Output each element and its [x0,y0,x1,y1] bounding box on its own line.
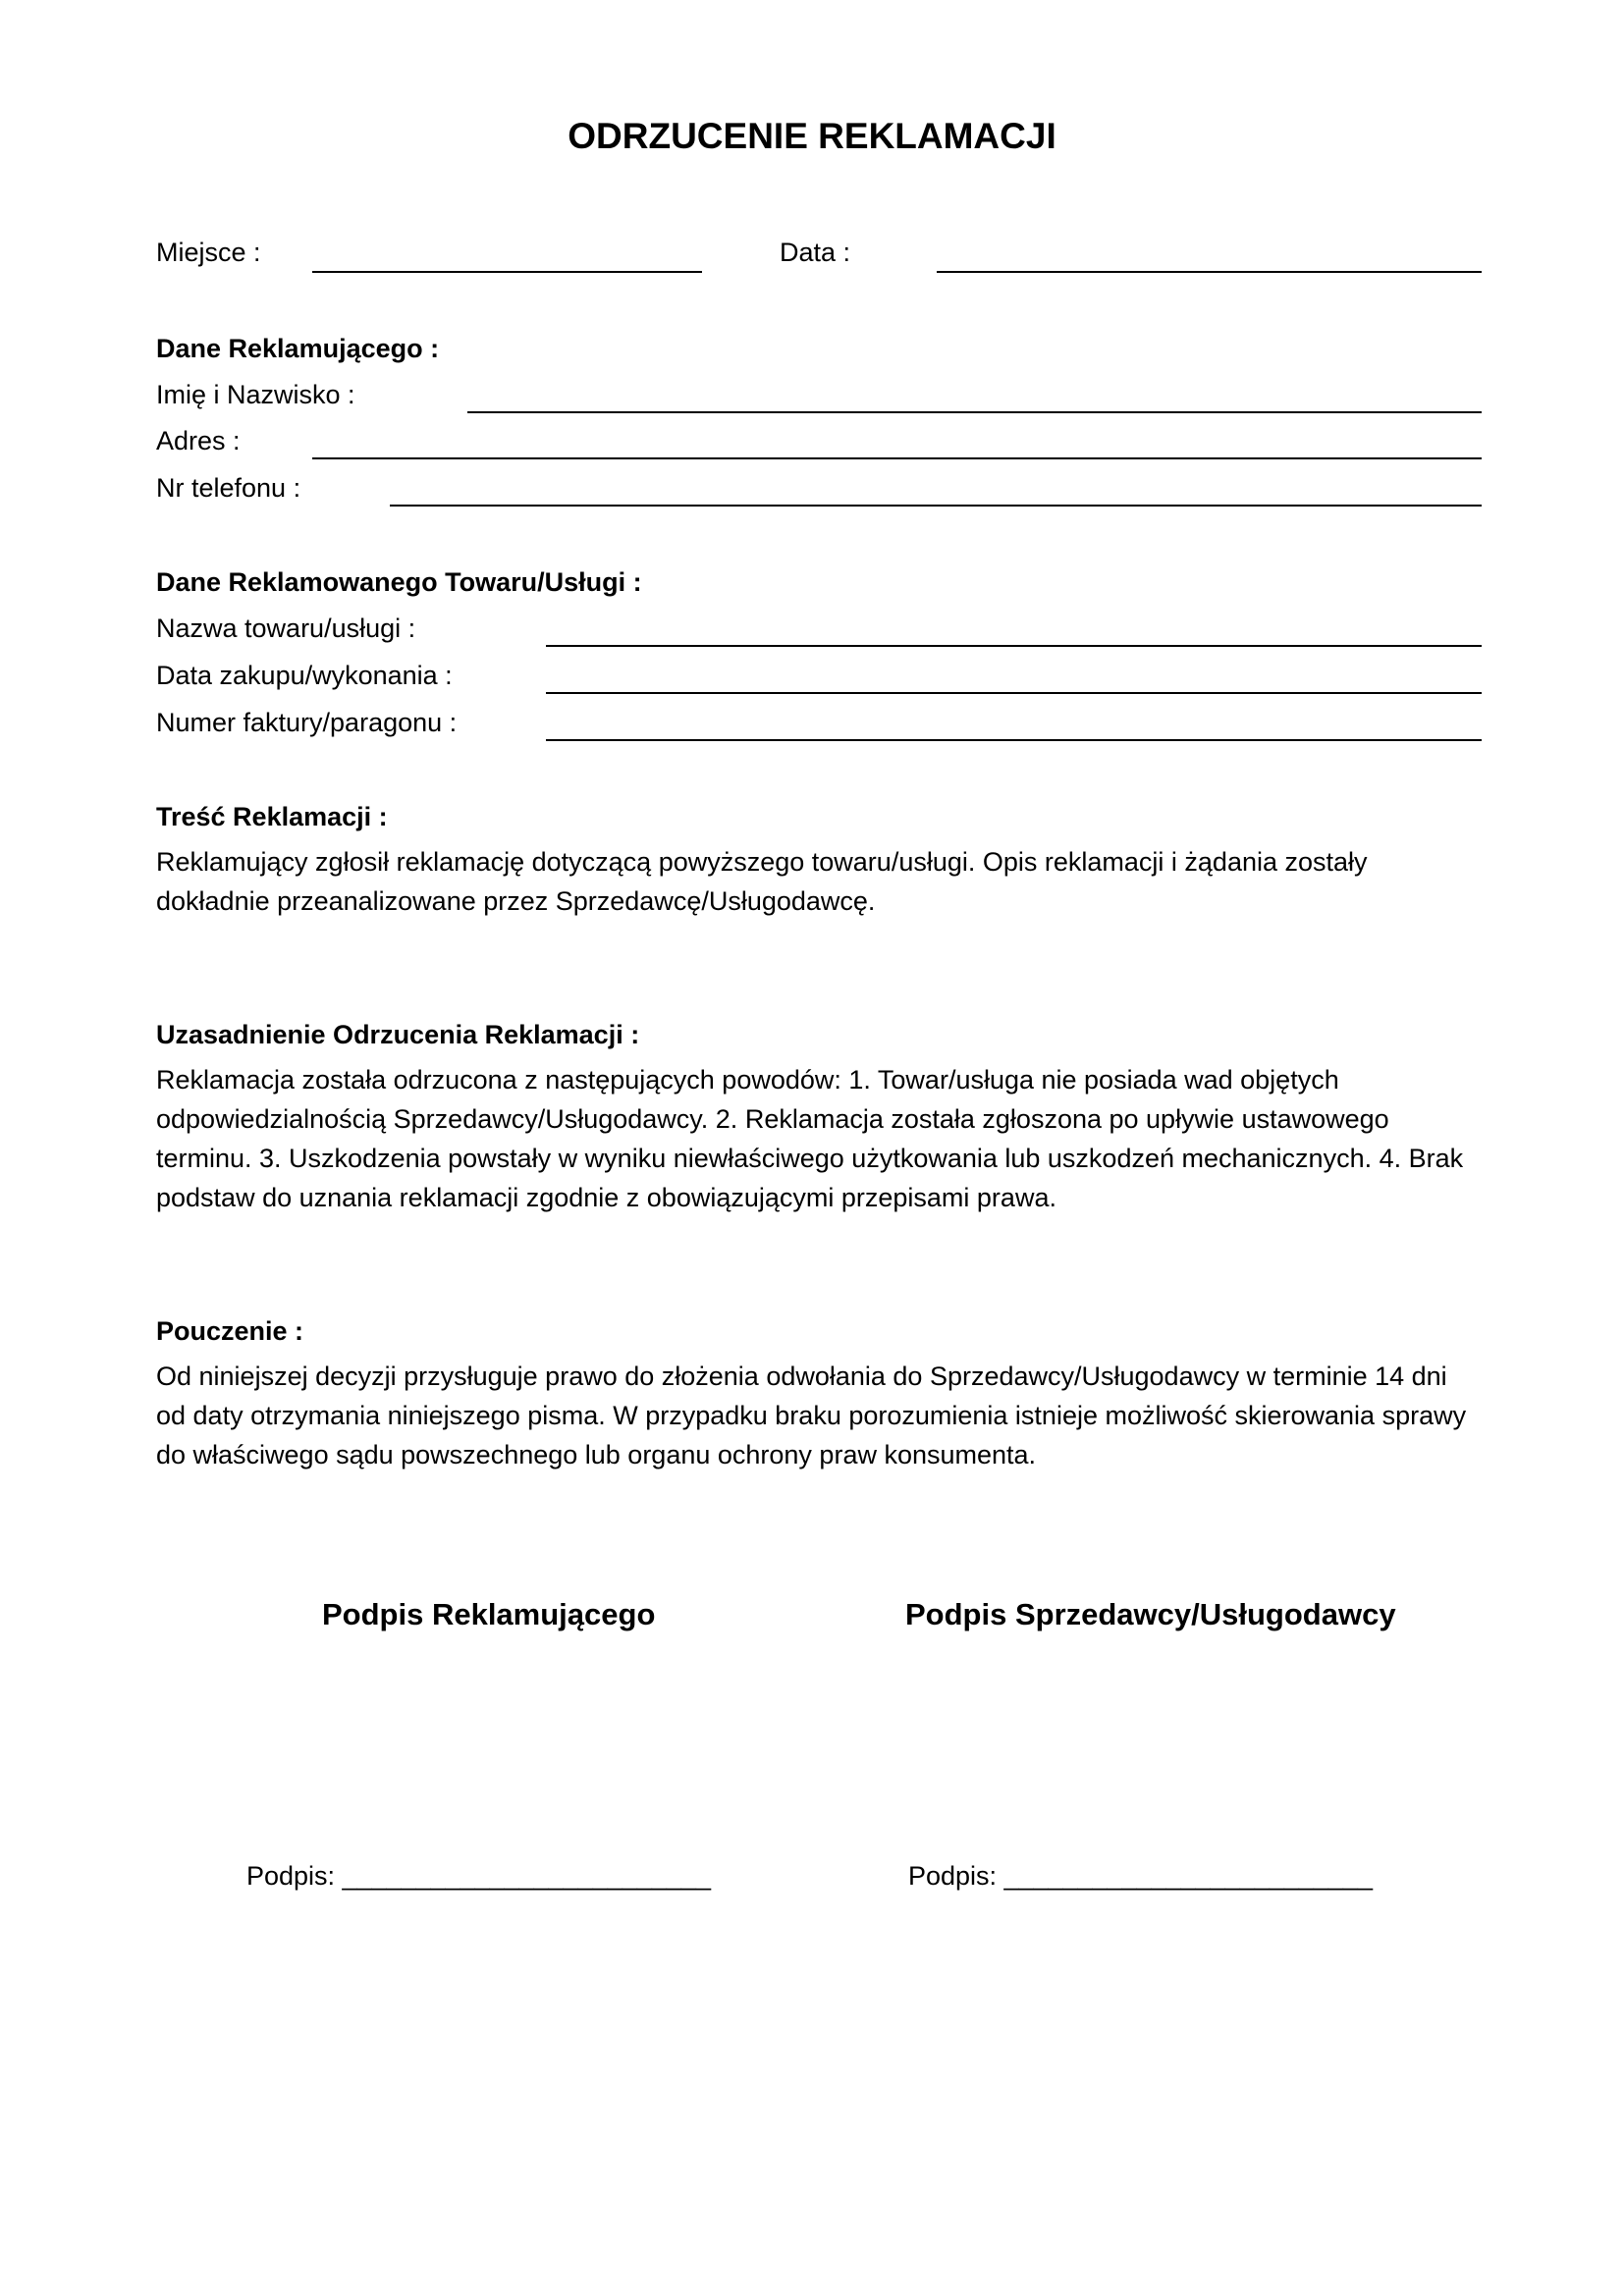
product-heading: Dane Reklamowanego Towaru/Usługi : [156,567,642,597]
purchase-date-label: Data zakupu/wykonania : [156,661,453,690]
seller-signature-field[interactable]: Podpis: _________________________ [908,1861,1373,1891]
instruction-text: Od niniejszej decyzji przysługuje prawo do złożenia odwołania do Sprzedawcy/Usługodawcy w terminie 14 dni od daty otrzymania niniejszego pisma. W przypadku braku porozumienia istnieje możliwość skierowania sprawy do właściwego sądu powszechnego lub organu ochrony praw konsumenta. [156,1362,1467,1469]
content-heading: Treść Reklamacji : [156,802,388,831]
instruction-heading: Pouczenie : [156,1316,304,1346]
date-label: Data : [780,238,851,267]
justification-text: Reklamacja została odrzucona z następujących powodów: 1. Towar/usługa nie posiada wad objętych odpowiedzialnością Sprzedawcy/Usługodawcy. 2. Reklamacja została zgłoszona po upływie ustawowego terminu. 3. Uszkodzenia powstały w wyniku niewłaściwego użytkowania lub uszkodzeń mechanicznych. 4. Brak podstaw do uznania reklamacji zgodnie z obowiązującymi przepisami prawa. [156,1065,1464,1212]
seller-signature-heading: Podpis Sprzedawcy/Usługodawcy [905,1597,1396,1631]
invoice-label: Numer faktury/paragonu : [156,708,458,737]
phone-field[interactable] [390,505,1482,507]
claimant-heading: Dane Reklamującego : [156,334,440,363]
date-field[interactable] [937,271,1482,273]
address-label: Adres : [156,426,241,455]
invoice-field[interactable] [546,739,1482,741]
place-field[interactable] [312,271,702,273]
place-label: Miejsce : [156,238,261,267]
content-text: Reklamujący zgłosił reklamację dotyczącą powyższego towaru/usługi. Opis reklamacji i żądania zostały dokładnie przeanalizowane przez Sprzedawcę/Usługodawcę. [156,847,1368,916]
product-name-field[interactable] [546,645,1482,647]
claimant-signature-field[interactable]: Podpis: _________________________ [246,1861,711,1891]
justification-heading: Uzasadnienie Odrzucenia Reklamacji : [156,1020,640,1049]
purchase-date-field[interactable] [546,692,1482,694]
document-title: ODRZUCENIE REKLAMACJI [568,116,1056,156]
name-field[interactable] [467,411,1482,413]
claimant-signature-heading: Podpis Reklamującego [322,1597,656,1631]
name-label: Imię i Nazwisko : [156,380,355,409]
address-field[interactable] [312,457,1482,459]
phone-label: Nr telefonu : [156,473,301,503]
product-name-label: Nazwa towaru/usługi : [156,614,416,643]
